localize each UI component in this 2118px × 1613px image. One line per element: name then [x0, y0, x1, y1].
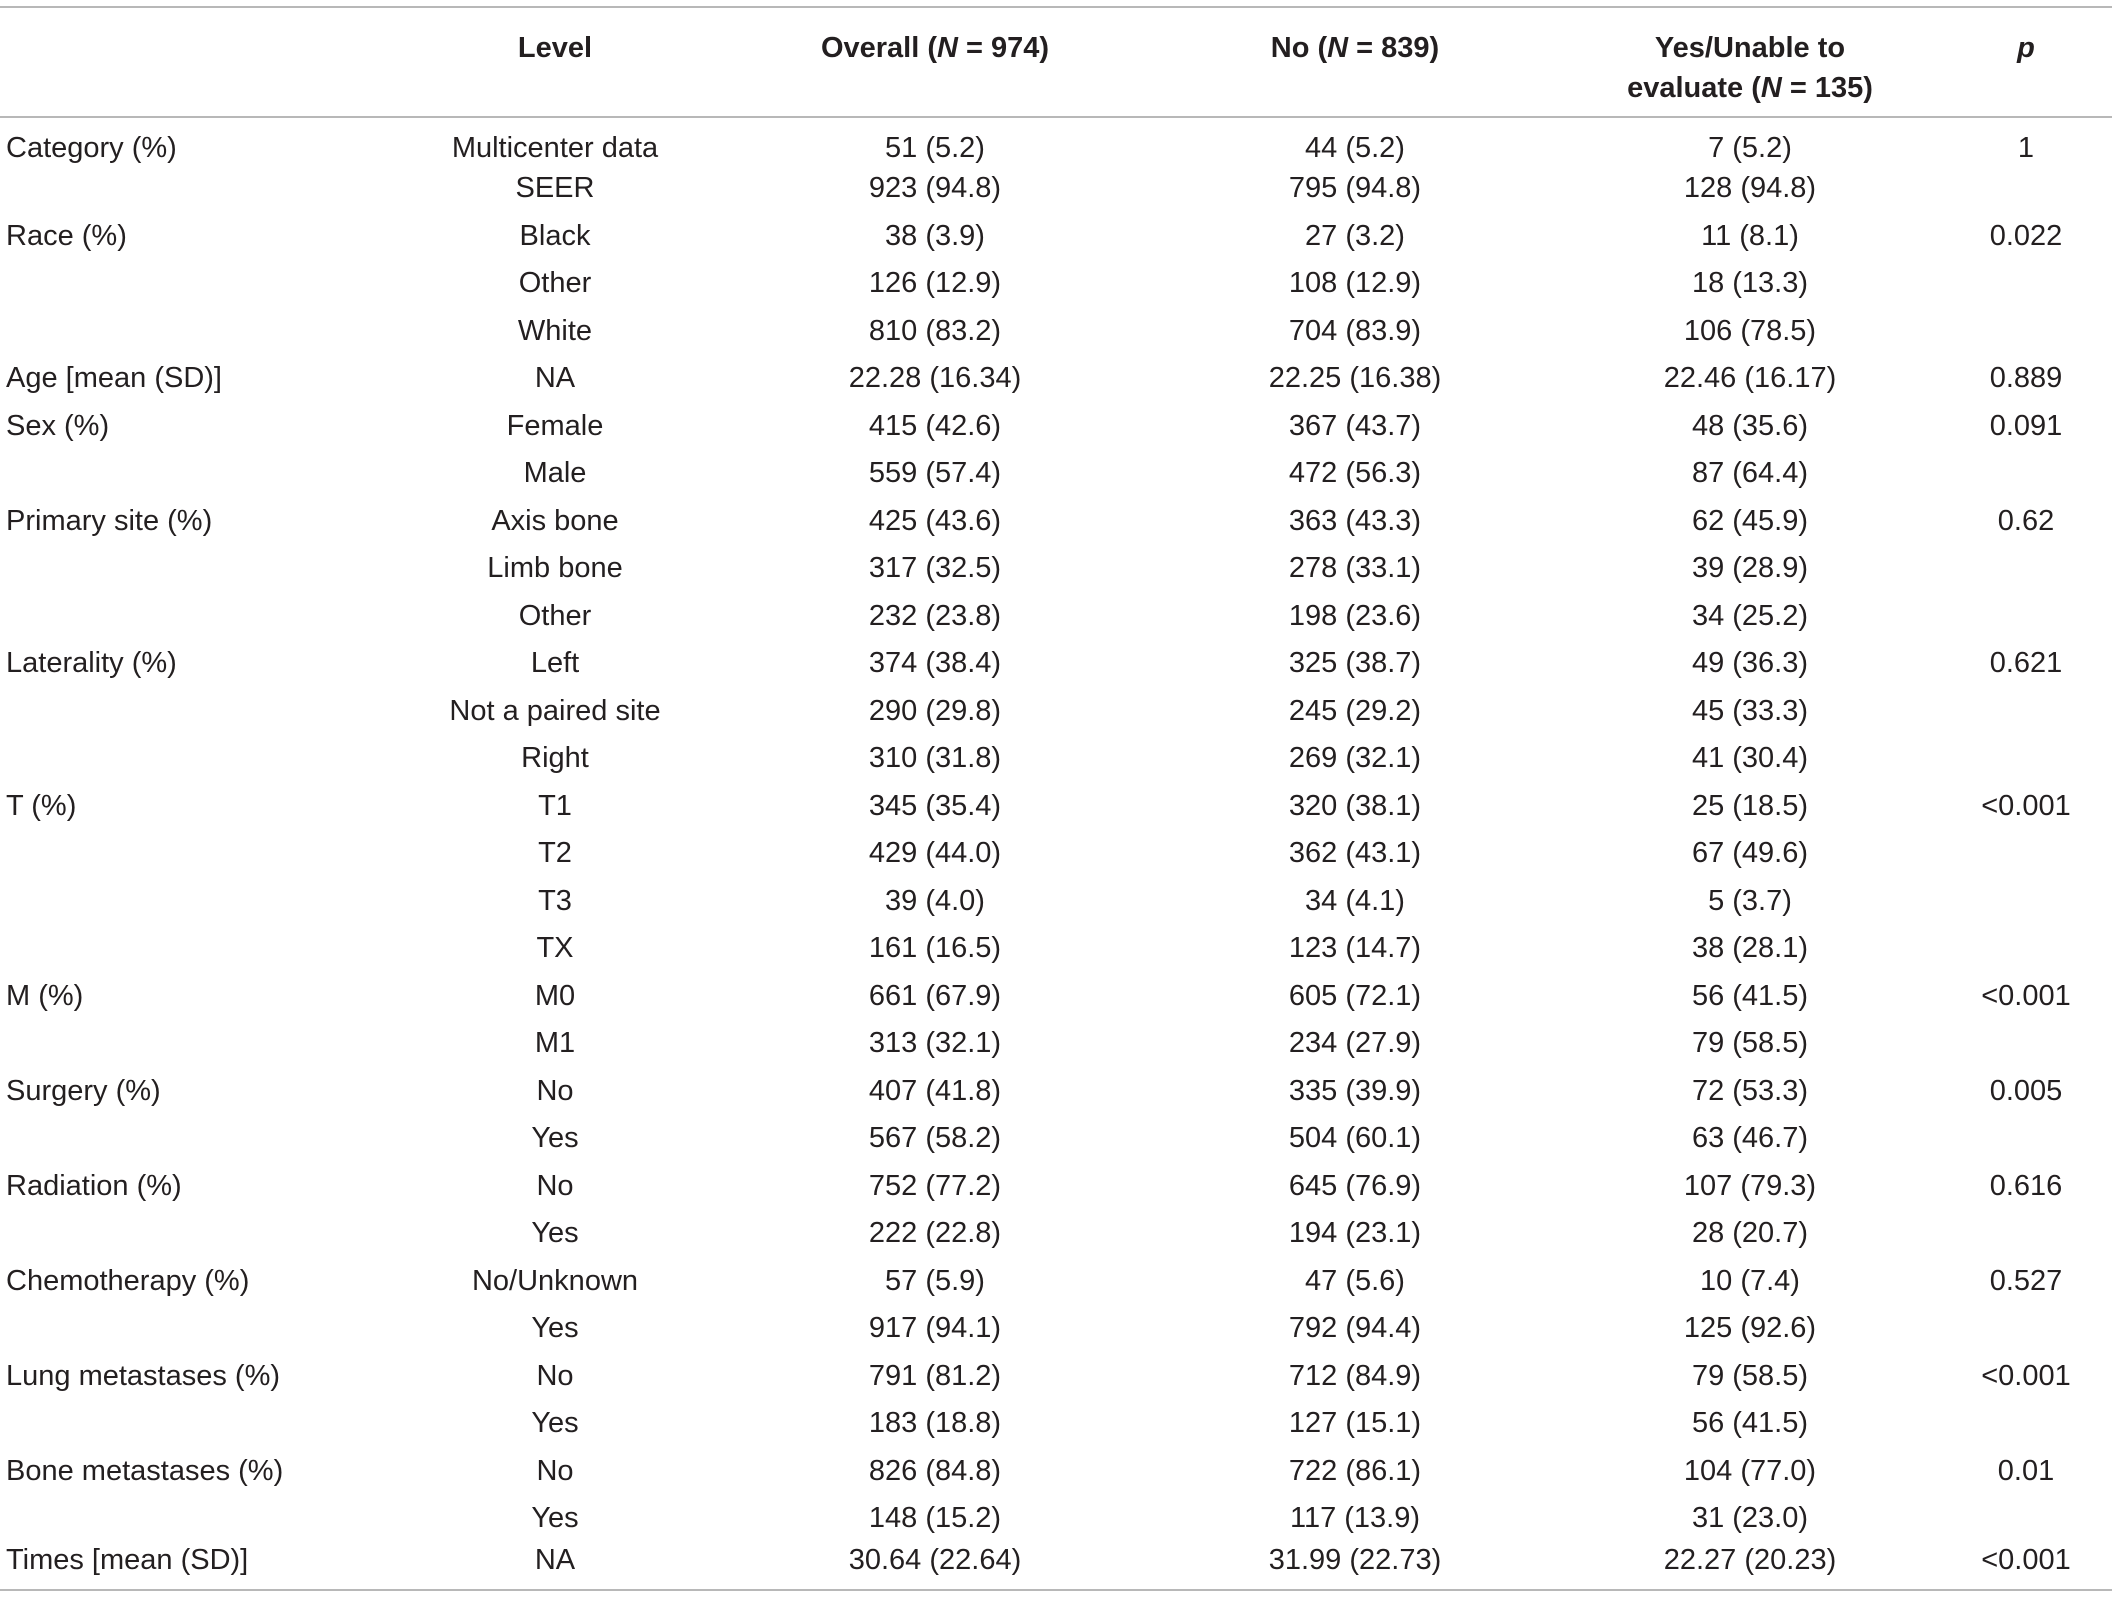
cell-no: 22.25 (16.38) — [1268, 362, 1442, 395]
cell-no: 31.99 (22.73) — [1150, 1543, 1560, 1591]
cell-variable — [0, 878, 390, 926]
cell-level: Yes — [531, 1122, 579, 1155]
table-row — [0, 973, 2112, 1021]
cell-p-value: 0.005 — [1989, 1074, 2063, 1107]
baseline-characteristics-table — [0, 6, 2112, 1591]
cell-p-value — [1940, 450, 2112, 498]
cell-overall: 567 (58.2) — [868, 1122, 1002, 1155]
cell-no: 325 (38.7) — [1288, 647, 1422, 680]
cell-overall: 290 (29.8) — [868, 694, 1002, 727]
cell-p-value: <0.001 — [1981, 789, 2071, 822]
table-row — [0, 593, 2112, 641]
cell-level: T2 — [538, 837, 572, 870]
table-row — [0, 308, 2112, 356]
cell-no: 34 (4.1) — [1305, 884, 1405, 917]
cell-p-value: 0.01 — [1997, 1454, 2055, 1487]
table-row — [0, 355, 2112, 403]
header-no: No (N = 839) — [1150, 7, 1560, 117]
header-level: Level — [390, 7, 720, 117]
table-row — [0, 1400, 2112, 1448]
cell-p-value: 0.621 — [1989, 647, 2063, 680]
cell-variable — [0, 830, 390, 878]
cell-variable — [0, 1115, 390, 1163]
cell-no: 504 (60.1) — [1288, 1122, 1422, 1155]
cell-no: 47 (5.6) — [1305, 1264, 1405, 1297]
cell-p-value — [1940, 735, 2112, 783]
cell-p-value: <0.001 — [1981, 979, 2071, 1012]
table-row — [0, 640, 2112, 688]
cell-p-value: 0.022 — [1989, 219, 2063, 252]
cell-p-value — [1940, 1020, 2112, 1068]
cell-level: T3 — [538, 884, 572, 917]
cell-variable — [0, 165, 390, 213]
cell-p-value: <0.001 — [1981, 1359, 2071, 1392]
cell-overall: 126 (12.9) — [868, 267, 1002, 300]
cell-level: Other — [518, 267, 592, 300]
table-row — [0, 688, 2112, 736]
cell-overall: 429 (44.0) — [868, 837, 1002, 870]
cell-no: 278 (33.1) — [1288, 552, 1422, 585]
cell-variable: Laterality (%) — [6, 647, 177, 680]
cell-overall: 310 (31.8) — [868, 742, 1002, 775]
cell-no: 320 (38.1) — [1288, 789, 1422, 822]
cell-level: T1 — [538, 789, 572, 822]
header-yes-unable: Yes/Unable to evaluate (N = 135) — [1560, 7, 1940, 117]
cell-no: 792 (94.4) — [1288, 1312, 1422, 1345]
cell-overall: 810 (83.2) — [868, 314, 1002, 347]
cell-variable — [0, 925, 390, 973]
cell-variable — [0, 1305, 390, 1353]
cell-overall: 57 (5.9) — [885, 1264, 985, 1297]
cell-p-value — [1940, 1400, 2112, 1448]
table-row — [0, 1115, 2112, 1163]
cell-level: Male — [523, 457, 587, 490]
table-row — [0, 545, 2112, 593]
cell-yes-unable: 10 (7.4) — [1700, 1264, 1800, 1297]
cell-overall: 415 (42.6) — [868, 409, 1002, 442]
cell-variable: T (%) — [6, 789, 77, 822]
cell-level: Axis bone — [491, 504, 619, 537]
cell-no: 335 (39.9) — [1288, 1074, 1422, 1107]
cell-overall: 161 (16.5) — [868, 932, 1002, 965]
cell-variable — [0, 260, 390, 308]
cell-no: 127 (15.1) — [1288, 1407, 1422, 1440]
table-row — [0, 1068, 2112, 1116]
cell-p-value — [1940, 1305, 2112, 1353]
cell-level: Right — [521, 742, 589, 775]
cell-level: Limb bone — [487, 552, 623, 585]
cell-no: 722 (86.1) — [1288, 1454, 1422, 1487]
cell-overall: 232 (23.8) — [868, 599, 1002, 632]
cell-p-value — [1940, 878, 2112, 926]
cell-p-value: 1 — [2017, 132, 2035, 164]
cell-variable: Radiation (%) — [6, 1169, 182, 1202]
cell-no: 645 (76.9) — [1288, 1169, 1422, 1202]
cell-yes-unable: 56 (41.5) — [1691, 1407, 1809, 1440]
cell-variable — [0, 1020, 390, 1068]
cell-level: Multicenter data — [451, 132, 659, 164]
cell-level: No — [536, 1074, 574, 1107]
cell-yes-unable: 104 (77.0) — [1683, 1454, 1817, 1487]
cell-p-value: <0.001 — [1940, 1543, 2112, 1591]
table-header-row — [0, 7, 2112, 117]
table-row — [0, 117, 2112, 165]
cell-p-value — [1940, 308, 2112, 356]
cell-variable: Times [mean (SD)] — [0, 1543, 390, 1591]
cell-yes-unable: 34 (25.2) — [1691, 599, 1809, 632]
cell-yes-unable: 48 (35.6) — [1691, 409, 1809, 442]
cell-variable: Sex (%) — [6, 409, 110, 442]
cell-variable: Category (%) — [6, 132, 177, 164]
cell-level: NA — [534, 362, 576, 395]
cell-p-value — [1940, 165, 2112, 213]
cell-variable: M (%) — [6, 979, 84, 1012]
cell-variable — [0, 545, 390, 593]
table-row — [0, 1448, 2112, 1496]
table-row — [0, 260, 2112, 308]
cell-variable: Chemotherapy (%) — [6, 1264, 250, 1297]
table-row — [0, 1210, 2112, 1258]
cell-variable — [0, 1495, 390, 1543]
cell-level: No/Unknown — [471, 1264, 639, 1297]
cell-level: No — [536, 1454, 574, 1487]
cell-level: Female — [506, 409, 604, 442]
cell-yes-unable: 39 (28.9) — [1691, 552, 1809, 585]
table-row — [0, 450, 2112, 498]
table-row — [0, 1163, 2112, 1211]
cell-yes-unable: 63 (46.7) — [1691, 1122, 1809, 1155]
cell-yes-unable: 79 (58.5) — [1691, 1027, 1809, 1060]
cell-overall: 826 (84.8) — [868, 1454, 1002, 1487]
cell-no: 363 (43.3) — [1288, 504, 1422, 537]
cell-yes-unable: 128 (94.8) — [1683, 172, 1817, 205]
cell-yes-unable: 22.46 (16.17) — [1663, 362, 1837, 395]
table-row — [0, 498, 2112, 546]
cell-variable: Bone metastases (%) — [6, 1454, 284, 1487]
cell-p-value — [1940, 260, 2112, 308]
cell-variable — [0, 1210, 390, 1258]
cell-level: Not a paired site — [449, 694, 661, 727]
cell-no: 269 (32.1) — [1288, 742, 1422, 775]
table-row — [0, 735, 2112, 783]
table-row — [0, 165, 2112, 213]
cell-overall: 917 (94.1) — [868, 1312, 1002, 1345]
cell-no: 712 (84.9) — [1288, 1359, 1422, 1392]
cell-level: TX — [536, 932, 574, 965]
header-p-value: p — [1940, 7, 2112, 117]
cell-p-value: 0.616 — [1989, 1169, 2063, 1202]
cell-p-value — [1940, 1210, 2112, 1258]
cell-p-value — [1940, 830, 2112, 878]
table-row — [0, 830, 2112, 878]
cell-no: 108 (12.9) — [1288, 267, 1422, 300]
cell-yes-unable: 106 (78.5) — [1683, 314, 1817, 347]
cell-variable — [0, 593, 390, 641]
cell-overall: 661 (67.9) — [868, 979, 1002, 1012]
cell-no: 198 (23.6) — [1288, 599, 1422, 632]
table-row — [0, 403, 2112, 451]
cell-overall: 752 (77.2) — [868, 1169, 1002, 1202]
cell-yes-unable: 125 (92.6) — [1683, 1312, 1817, 1345]
table-row — [0, 1305, 2112, 1353]
cell-yes-unable: 41 (30.4) — [1691, 742, 1809, 775]
cell-level: Yes — [531, 1217, 579, 1250]
cell-yes-unable: 107 (79.3) — [1683, 1169, 1817, 1202]
cell-no: 117 (13.9) — [1289, 1502, 1421, 1535]
cell-variable — [0, 688, 390, 736]
cell-variable: Lung metastases (%) — [6, 1359, 281, 1392]
header-variable — [0, 7, 390, 117]
cell-yes-unable: 22.27 (20.23) — [1560, 1543, 1940, 1591]
cell-level: SEER — [515, 172, 595, 205]
cell-variable — [0, 450, 390, 498]
cell-variable: Primary site (%) — [6, 504, 213, 537]
cell-overall: 39 (4.0) — [885, 884, 985, 917]
cell-level: White — [517, 314, 593, 347]
cell-overall: 559 (57.4) — [868, 457, 1002, 490]
table-row — [0, 1495, 2112, 1543]
table-body — [0, 117, 2112, 1590]
cell-yes-unable: 45 (33.3) — [1691, 694, 1809, 727]
cell-yes-unable: 56 (41.5) — [1691, 979, 1809, 1012]
cell-no: 234 (27.9) — [1288, 1027, 1422, 1060]
table-row — [0, 1353, 2112, 1401]
cell-no: 795 (94.8) — [1288, 172, 1422, 205]
cell-yes-unable: 87 (64.4) — [1691, 457, 1809, 490]
cell-level: NA — [390, 1543, 720, 1591]
cell-p-value: 0.527 — [1989, 1264, 2063, 1297]
cell-level: Other — [518, 599, 592, 632]
cell-overall: 222 (22.8) — [868, 1217, 1002, 1250]
cell-yes-unable: 72 (53.3) — [1691, 1074, 1809, 1107]
cell-variable — [0, 1400, 390, 1448]
cell-yes-unable: 18 (13.3) — [1691, 267, 1809, 300]
cell-yes-unable: 67 (49.6) — [1691, 837, 1809, 870]
cell-variable: Surgery (%) — [6, 1074, 161, 1107]
cell-overall: 374 (38.4) — [868, 647, 1002, 680]
cell-level: Yes — [531, 1312, 579, 1345]
cell-level: No — [536, 1359, 574, 1392]
cell-yes-unable: 38 (28.1) — [1691, 932, 1809, 965]
cell-overall: 51 (5.2) — [885, 132, 985, 164]
cell-level: M0 — [534, 979, 576, 1012]
cell-level: Left — [530, 647, 580, 680]
cell-no: 194 (23.1) — [1288, 1217, 1422, 1250]
cell-p-value — [1940, 925, 2112, 973]
cell-overall: 345 (35.4) — [868, 789, 1002, 822]
cell-p-value — [1940, 688, 2112, 736]
cell-level: Yes — [531, 1502, 579, 1535]
cell-p-value — [1940, 1495, 2112, 1543]
cell-level: M1 — [534, 1027, 576, 1060]
cell-p-value: 0.889 — [1989, 362, 2063, 395]
cell-overall: 791 (81.2) — [868, 1359, 1002, 1392]
cell-yes-unable: 79 (58.5) — [1691, 1359, 1809, 1392]
cell-p-value — [1940, 545, 2112, 593]
cell-no: 245 (29.2) — [1288, 694, 1422, 727]
cell-no: 704 (83.9) — [1288, 314, 1422, 347]
cell-no: 362 (43.1) — [1288, 837, 1422, 870]
cell-yes-unable: 31 (23.0) — [1691, 1502, 1809, 1535]
cell-overall: 425 (43.6) — [868, 504, 1002, 537]
cell-variable: Age [mean (SD)] — [6, 362, 222, 395]
cell-no: 367 (43.7) — [1288, 409, 1422, 442]
cell-no: 44 (5.2) — [1305, 132, 1405, 164]
cell-overall: 317 (32.5) — [868, 552, 1002, 585]
table-row — [0, 878, 2112, 926]
cell-variable: Race (%) — [6, 219, 127, 252]
table-row — [0, 1258, 2112, 1306]
cell-yes-unable: 62 (45.9) — [1691, 504, 1809, 537]
header-overall: Overall (N = 974) — [720, 7, 1150, 117]
cell-no: 123 (14.7) — [1288, 932, 1422, 965]
cell-overall: 148 (15.2) — [868, 1502, 1002, 1535]
table-row — [0, 213, 2112, 261]
cell-overall: 407 (41.8) — [868, 1074, 1002, 1107]
cell-p-value — [1940, 593, 2112, 641]
cell-overall: 183 (18.8) — [868, 1407, 1002, 1440]
cell-no: 27 (3.2) — [1305, 219, 1405, 252]
cell-yes-unable: 25 (18.5) — [1691, 789, 1809, 822]
cell-no: 605 (72.1) — [1288, 979, 1422, 1012]
cell-yes-unable: 5 (3.7) — [1708, 884, 1792, 917]
cell-level: No — [536, 1169, 574, 1202]
cell-level: Black — [519, 219, 591, 252]
cell-yes-unable: 28 (20.7) — [1691, 1217, 1809, 1250]
cell-yes-unable: 49 (36.3) — [1691, 647, 1809, 680]
cell-overall: 923 (94.8) — [868, 172, 1002, 205]
cell-variable — [0, 735, 390, 783]
cell-overall: 38 (3.9) — [885, 219, 985, 252]
cell-level: Yes — [531, 1407, 579, 1440]
cell-overall: 313 (32.1) — [868, 1027, 1002, 1060]
cell-no: 472 (56.3) — [1288, 457, 1422, 490]
cell-yes-unable: 11 (8.1) — [1701, 219, 1799, 252]
table-row — [0, 925, 2112, 973]
cell-p-value: 0.091 — [1989, 409, 2063, 442]
cell-p-value: 0.62 — [1997, 504, 2055, 537]
table-row — [0, 1020, 2112, 1068]
cell-p-value — [1940, 1115, 2112, 1163]
table-row — [0, 1543, 2112, 1591]
table-row — [0, 783, 2112, 831]
cell-overall: 22.28 (16.34) — [848, 362, 1022, 395]
cell-overall: 30.64 (22.64) — [720, 1543, 1150, 1591]
cell-variable — [0, 308, 390, 356]
cell-yes-unable: 7 (5.2) — [1708, 132, 1792, 164]
